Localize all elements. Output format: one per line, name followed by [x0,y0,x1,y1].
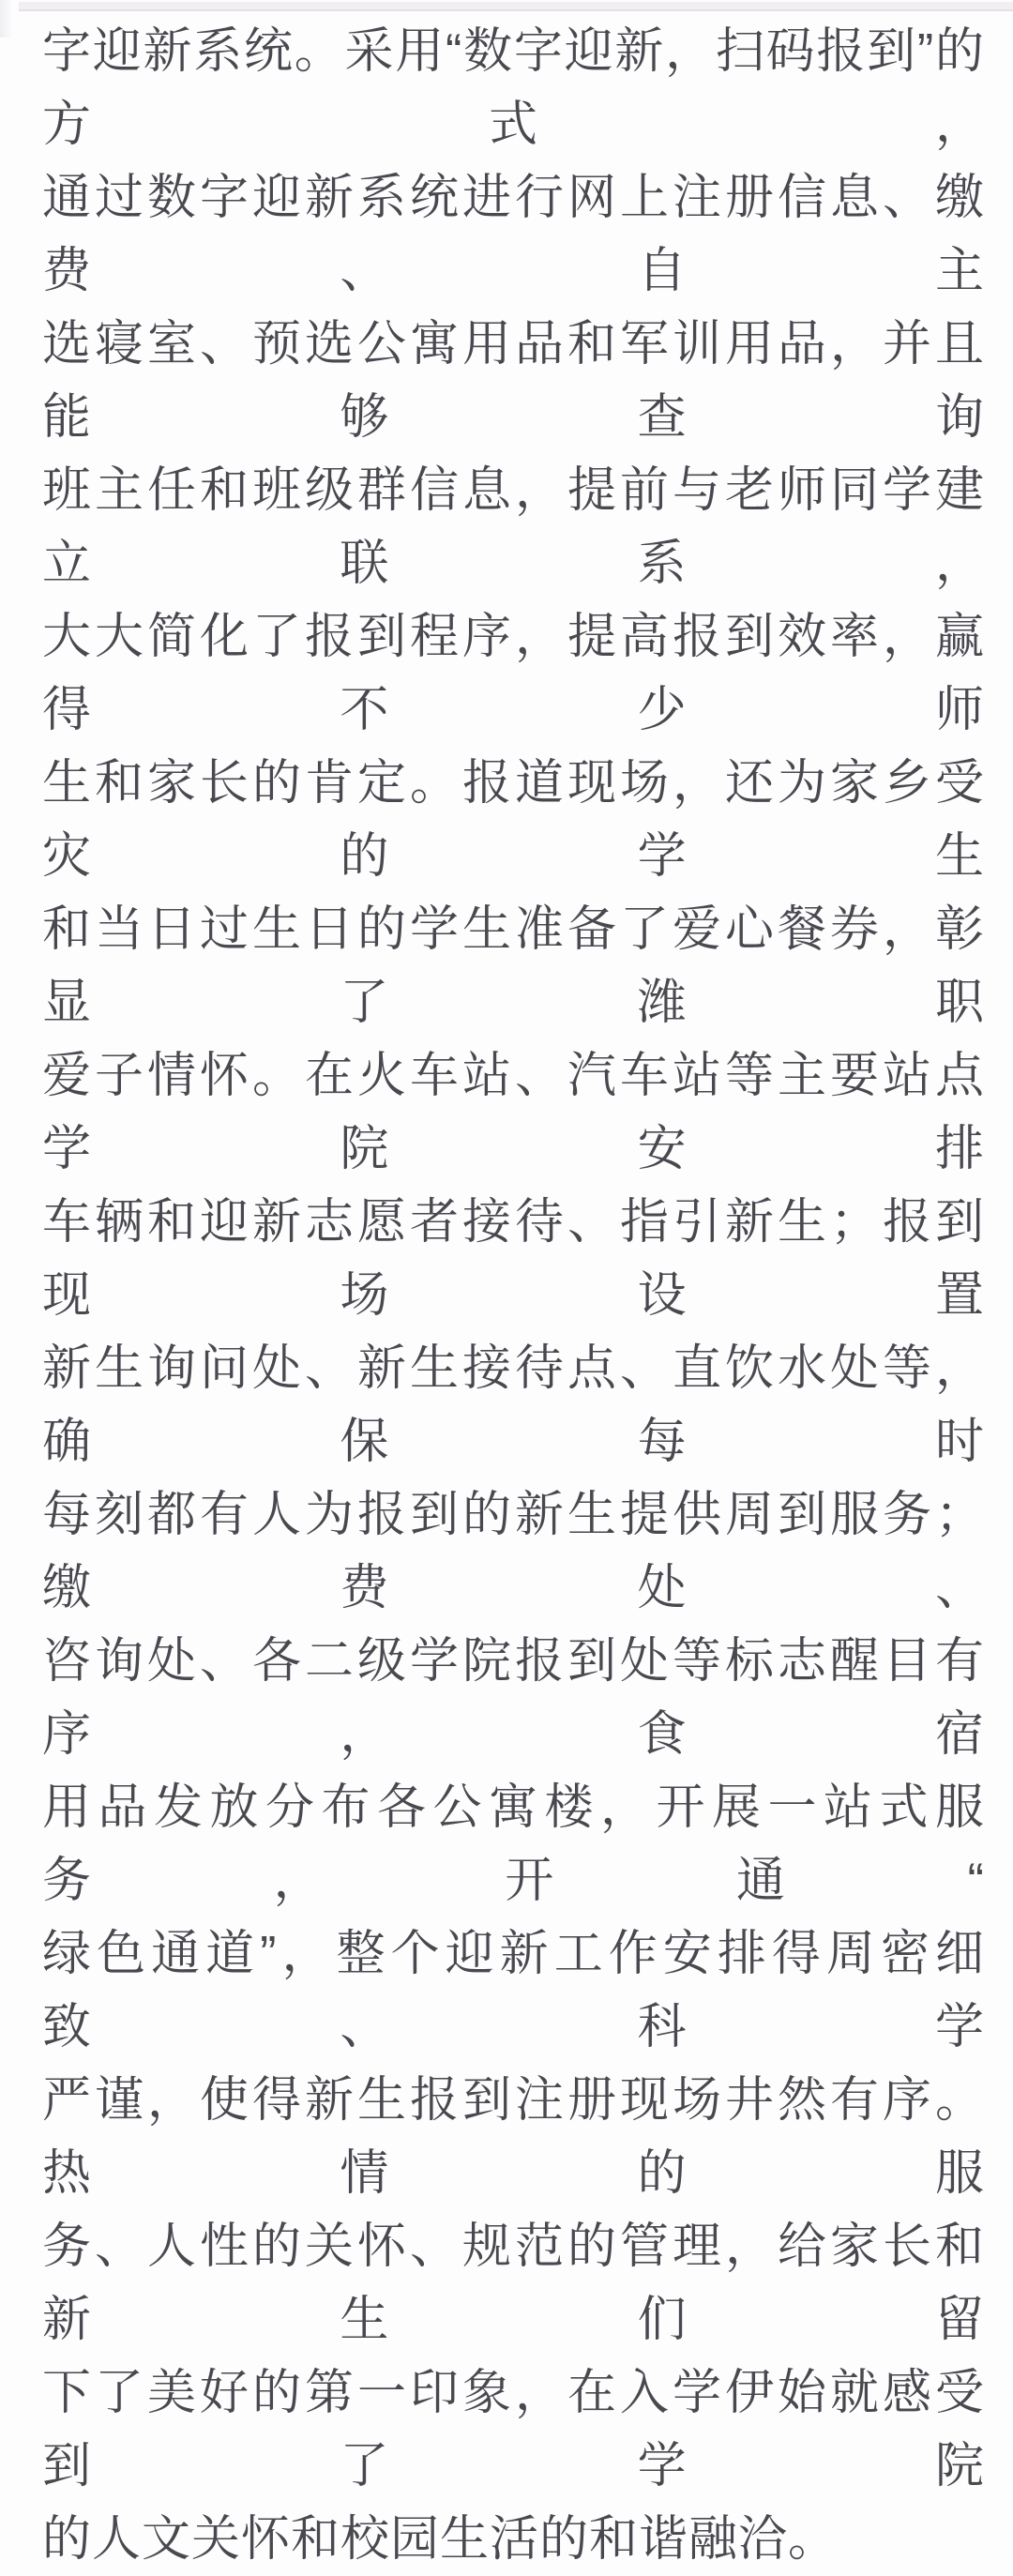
text-line: 务、人性的关怀、规范的管理，给家长和新生们留 [42,2220,985,2347]
text-line: 班主任和班级群信息，提前与老师同学建立联系， [42,463,985,591]
text-line: 下了美好的第一印象，在入学伊始就感受到了学院 [42,2366,985,2493]
text-line: 绿色通道”，整个迎新工作安排得周密细致、科学 [42,1927,985,2054]
text-line: 的人文关怀和校园生活的和谐融洽。 [42,2512,839,2567]
text-line: 车辆和迎新志愿者接待、指引新生；报到现场设置 [42,1195,985,1323]
text-line: 严谨，使得新生报到注册现场井然有序。热情的服 [42,2073,985,2201]
text-line: 咨询处、各二级学院报到处等标志醒目有序，食宿 [42,1634,985,1762]
page-corner-shade [0,0,13,38]
text-line: 每刻都有人为报到的新生提供周到服务；缴费处、 [42,1488,985,1615]
text-line: 用品发放分布各公寓楼，开展一站式服务，开通“ [42,1780,985,1908]
text-line: 字迎新系统。采用“数字迎新，扫码报到”的方式， [42,24,985,152]
text-line: 选寝室、预选公寓用品和军训用品，并且能够查询 [42,317,985,445]
text-line: 大大简化了报到程序，提高报到效率，赢得不少师 [42,610,985,737]
page-top-edge [19,2,1013,11]
text-line: 和当日过生日的学生准备了爱心餐券，彰显了潍职 [42,902,985,1030]
document-body [42,15,985,2576]
text-line: 生和家长的肯定。报道现场，还为家乡受灾的学生 [42,756,985,884]
text-line: 爱子情怀。在火车站、汽车站等主要站点学院安排 [42,1049,985,1176]
text-line: 新生询问处、新生接待点、直饮水处等，确保每时 [42,1341,985,1469]
text-line: 通过数字迎新系统进行网上注册信息、缴费、自主 [42,171,985,298]
